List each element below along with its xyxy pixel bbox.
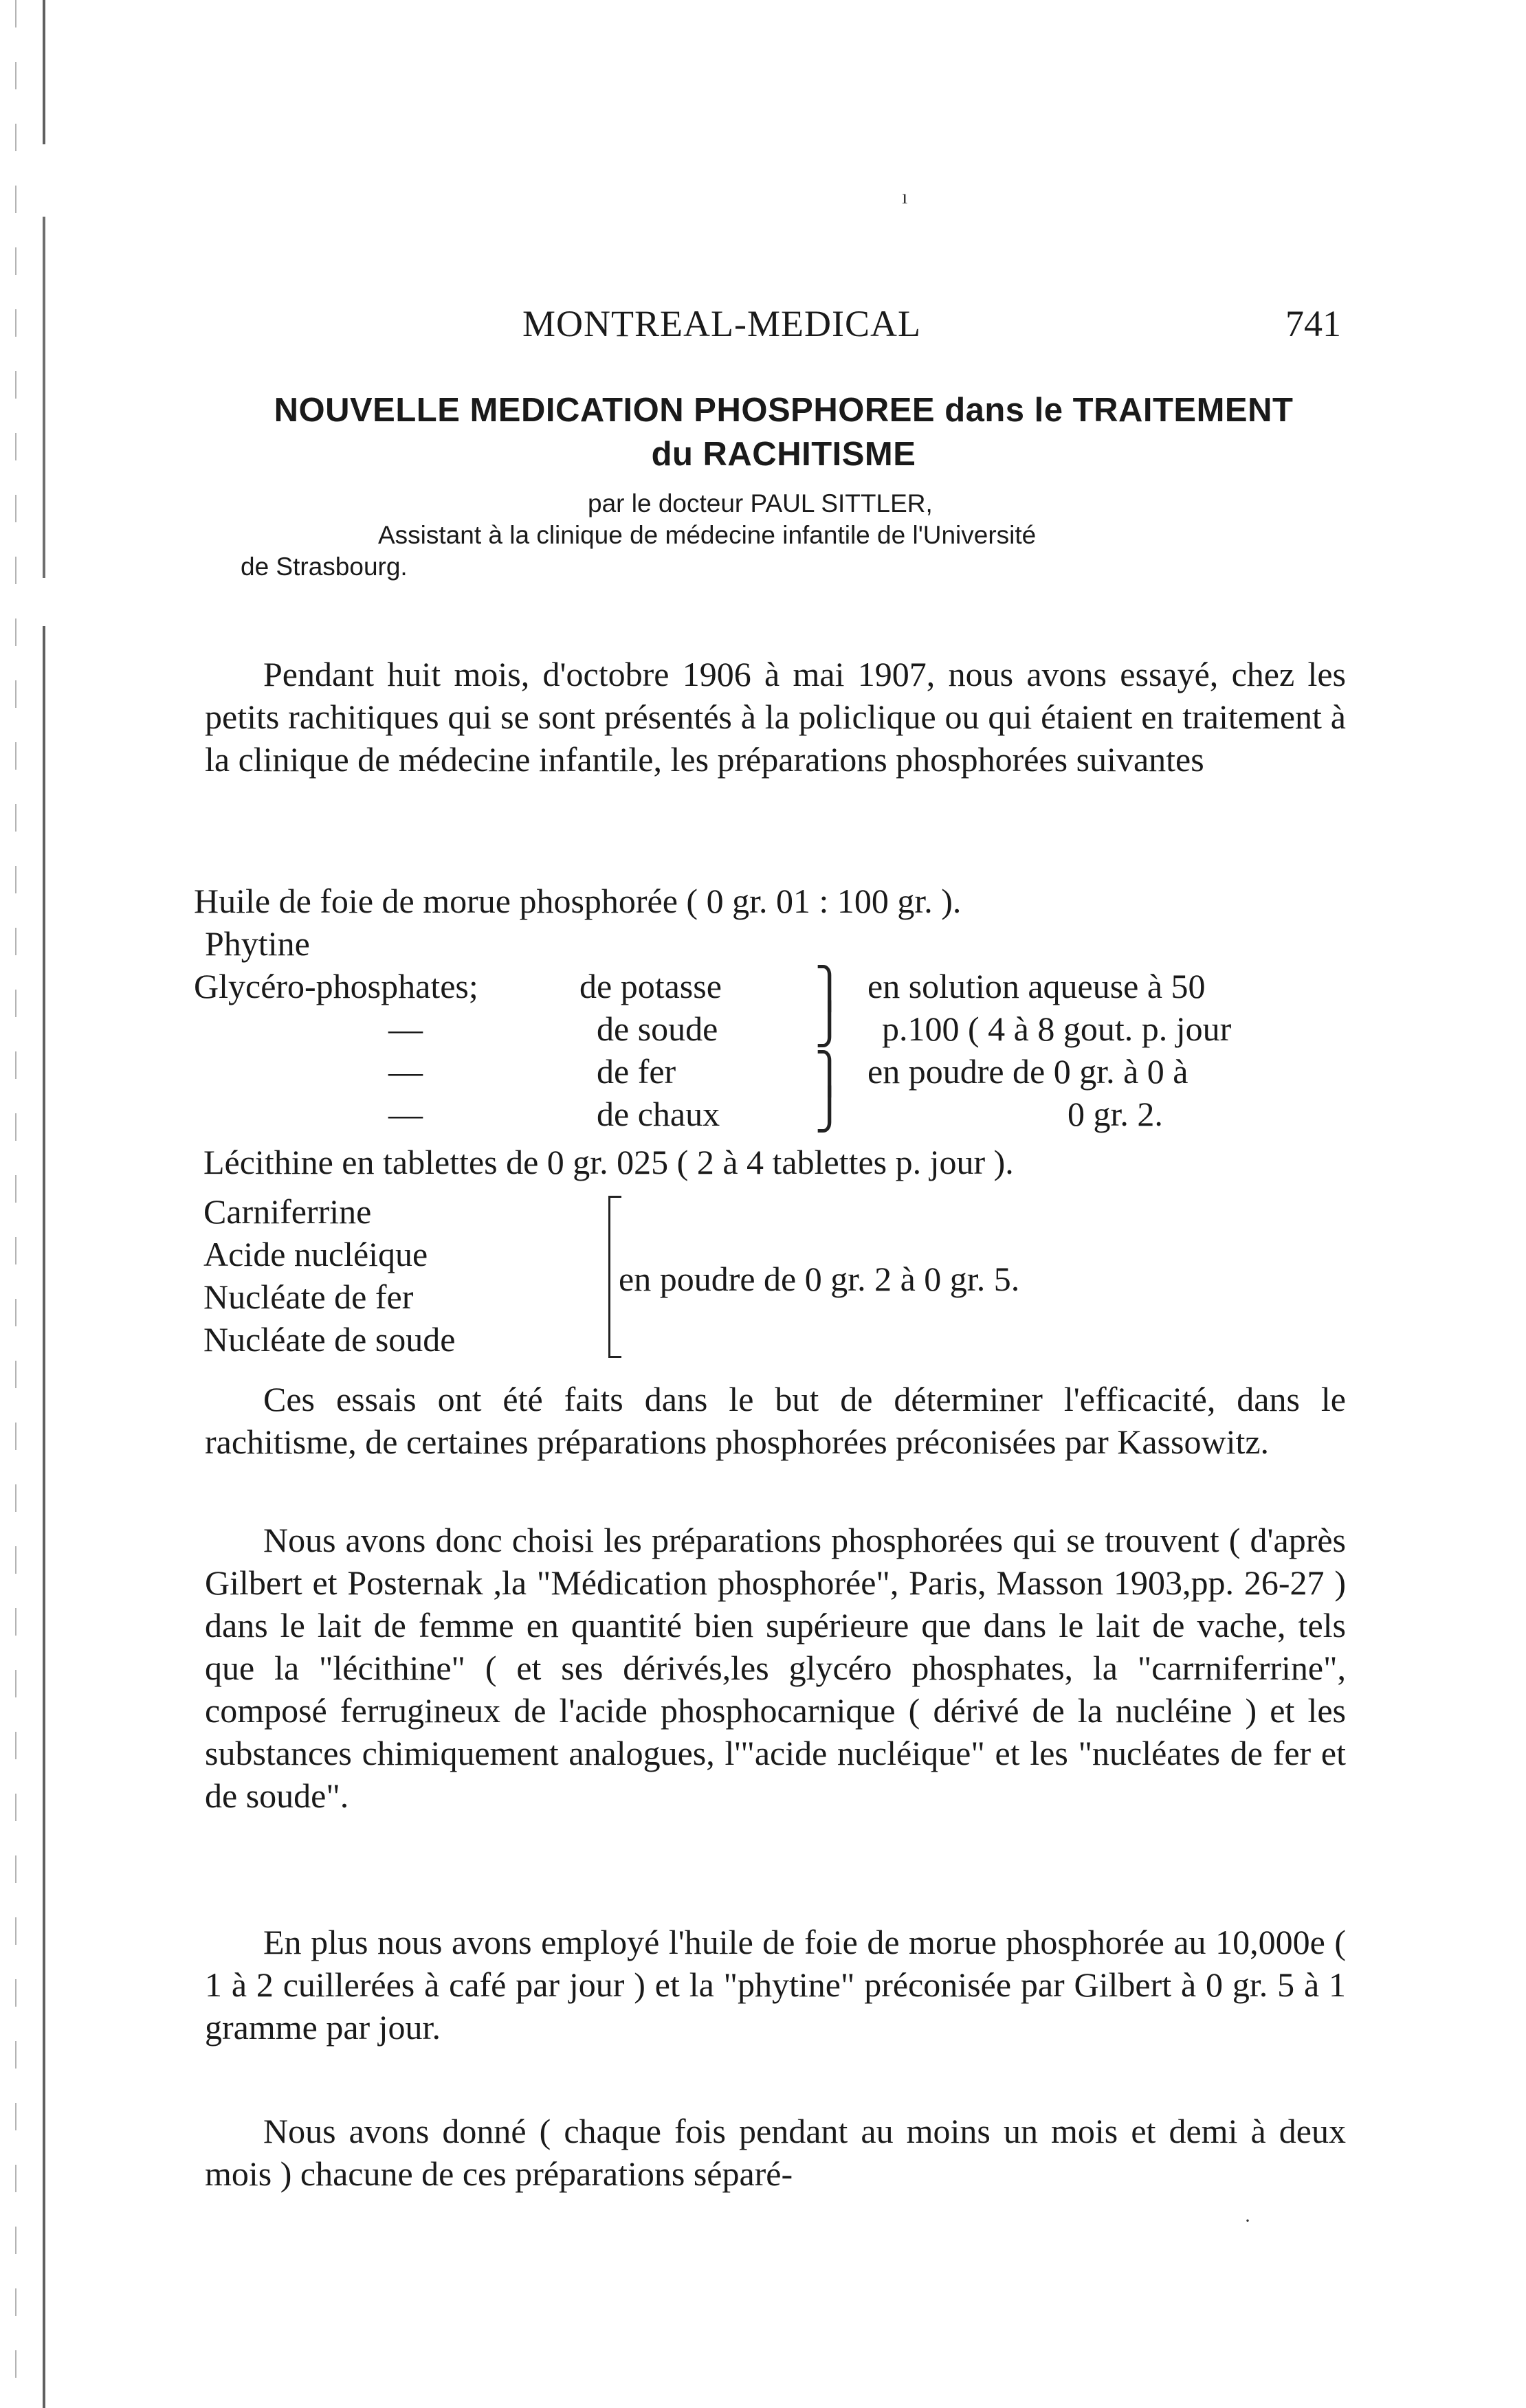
glycero-dash: —	[388, 1052, 423, 1091]
group-item-acide-nucleique: Acide nucléique	[203, 1235, 428, 1273]
paragraph-essais: Ces essais ont été faits dans le but de déterminer l'efficacité, dans le rachitisme, de certaines préparations phosphorées préconisées par Kassowitz.	[205, 1380, 1346, 1461]
brace-solution-bottom: ⎭	[815, 1002, 845, 1047]
group-item-carniferrine: Carniferrine	[203, 1192, 372, 1231]
intro-paragraph: Pendant huit mois, d'octobre 1906 à mai 1907, nous avons essayé, chez les petits rachitiques qui se sont présentés à la policlique ou qui étaient en traitement à la clinique de médecine infantile, les préparations phosphorées suivantes	[205, 655, 1346, 779]
group-item-nucleate-fer: Nucléate de fer	[203, 1278, 414, 1316]
binding-edge-shadow	[15, 0, 16, 2408]
remedy-phytine: Phytine	[205, 924, 310, 963]
glycero-poudre-note-2: 0 gr. 2.	[1068, 1095, 1163, 1133]
glycero-dash: —	[388, 1010, 423, 1048]
group-item-nucleate-soude: Nucléate de soude	[203, 1320, 456, 1359]
byline-author: par le docteur PAUL SITTLER,	[588, 489, 933, 517]
glycero-item-chaux: de chaux	[597, 1095, 720, 1133]
article-title	[206, 388, 1361, 476]
glycero-item-fer: de fer	[597, 1052, 676, 1091]
glycero-poudre-note-1: en poudre de 0 gr. à 0 à	[867, 1052, 1188, 1091]
paragraph-choix: Nous avons donc choisi les préparations phosphorées qui se trouvent ( d'après Gilbert et Posternak ,la "Médication phosphorée", Paris, Masson 1903,pp. 26-27 ) dans le lait de femme en quantité bien supérieure que dans le lait de vache, tels que la "lécithine" ( et ses dérivés,les glycéro phosphates, la "carrniferrine", composé ferrugineux de l'acide phosphocarnique ( dérivé de la nucléine ) et les substances chimiquement analogues, l'"acide nucléique" et les "nucléates de fer et de soude".	[205, 1521, 1346, 1815]
byline-affiliation-cont: de Strasbourg.	[241, 553, 408, 581]
running-title: MONTREAL-MEDICAL	[522, 303, 921, 344]
glycero-dash: —	[388, 1095, 423, 1133]
page-number: 741	[1285, 303, 1341, 344]
byline-affiliation: Assistant à la clinique de médecine infantile de l'Université	[378, 521, 1037, 549]
remedy-lecithine: Lécithine en tablettes de 0 gr. 025 ( 2 à 4 tablettes p. jour ).	[203, 1143, 1014, 1181]
group-note: en poudre de 0 gr. 2 à 0 gr. 5.	[619, 1260, 1020, 1298]
ink-speck: ·	[1244, 2209, 1251, 2232]
article-title-line-2: du RACHITISME	[651, 436, 916, 473]
brace-poudre-bottom: ⎭	[815, 1087, 845, 1132]
paragraph-administration: Nous avons donné ( chaque fois pendant au moins un mois et demi à deux mois ) chacune de ces préparations séparé-	[205, 2112, 1346, 2193]
remedy-huile: Huile de foie de morue phosphorée ( 0 gr. 01 : 100 gr. ).	[194, 882, 962, 920]
brace-poudre-top: ⎫	[815, 1051, 845, 1096]
glycero-solution-note-2: p.100 ( 4 à 8 gout. p. jour	[882, 1010, 1232, 1048]
paragraph-huile: En plus nous avons employé l'huile de foie de morue phosphorée au 10,000e ( 1 à 2 cuillerées à café par jour ) et la "phytine" préconisée par Gilbert à 0 gr. 5 à 1 gramme par jour.	[205, 1923, 1346, 2047]
glycero-base: Glycéro-phosphates;	[194, 967, 478, 1005]
brace-solution-top: ⎫	[815, 966, 845, 1011]
binding-edge-line	[43, 0, 45, 2408]
glycero-item-soude: de soude	[597, 1010, 718, 1048]
byline	[241, 488, 1375, 583]
ink-speck: ı	[902, 186, 908, 208]
glycero-solution-note-1: en solution aqueuse à 50	[867, 967, 1206, 1005]
glycero-item-potasse: de potasse	[579, 967, 722, 1005]
article-title-line-1: NOUVELLE MEDICATION PHOSPHOREE dans le TRAITEMENT	[274, 392, 1294, 429]
page-header	[0, 302, 1526, 350]
